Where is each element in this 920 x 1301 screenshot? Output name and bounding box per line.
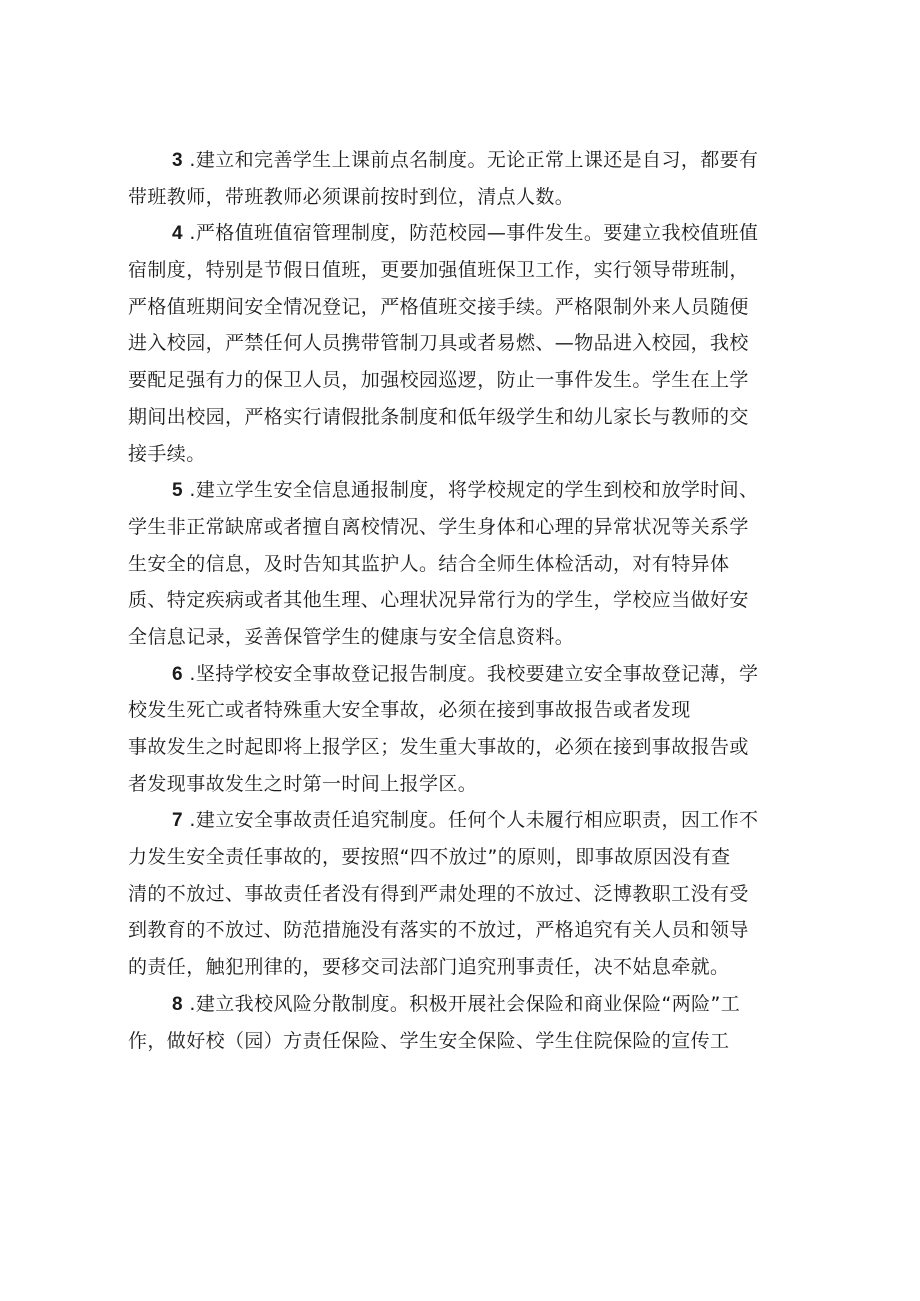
paragraph-line: 6 .坚持学校安全事故登记报告制度。我校要建立安全事故登记薄，学: [172, 662, 759, 685]
paragraph-line: 的责任，触犯刑律的，要移交司法部门追究刑事责任，决不姑息牵就。: [128, 956, 730, 979]
paragraph-line: 5 .建立学生安全信息通报制度，将学校规定的学生到校和放学时间、: [172, 479, 759, 502]
paragraph-line: 带班教师，带班教师必须课前按时到位，清点人数。: [128, 185, 575, 208]
paragraph-6: [128, 656, 792, 803]
paragraph-3: [128, 142, 792, 215]
paragraph-number: 6: [172, 663, 183, 685]
paragraph-number: 8: [172, 993, 183, 1015]
paragraph-8: [128, 986, 792, 1059]
paragraph-line: 接手续。: [128, 442, 206, 465]
paragraph-line: 事故发生之时起即将上报学区；发生重大事故的，必须在接到事故报告或: [128, 736, 749, 758]
paragraph-line: 宿制度，特别是节假日值班，更要加强值班保卫工作，实行领导带班制，: [128, 259, 749, 282]
paragraph-line: 生安全的信息，及时告知其监护人。结合全师生体检活动，对有特异体: [128, 552, 730, 575]
paragraph-number: 3: [172, 150, 183, 171]
paragraph-4: [128, 215, 792, 472]
paragraph-line: 要配足强有力的保卫人员，加强校园巡逻，防止一事件发生。学生在上学: [128, 369, 749, 392]
paragraph-line: 进入校园，严禁任何人员携带管制刀具或者易燃、—物品进入校园，我校: [128, 332, 749, 355]
paragraph-line: 校发生死亡或者特殊重大安全事故，必须在接到事故报告或者发现: [128, 699, 691, 722]
paragraph-line: 作，做好校（园）方责任保险、学生安全保险、学生住院保险的宣传工: [128, 1029, 730, 1052]
paragraph-line: 者发现事故发生之时第一时间上报学区。: [128, 772, 478, 795]
paragraph-number: 7: [172, 810, 183, 832]
paragraph-line: 力发生安全责任事故的，要按照“四不放过”的原则，即事故原因没有查: [128, 846, 731, 869]
paragraph-number: 5: [172, 480, 183, 502]
paragraph-line: 严格值班期间安全情况登记，严格值班交接手续。严格限制外来人员随便: [128, 295, 749, 318]
paragraph-line: 全信息记录，妥善保管学生的健康与安全信息资料。: [128, 625, 575, 648]
paragraph-line: 8 .建立我校风险分散制度。积极开展社会保险和商业保险“两险”工: [172, 992, 741, 1015]
paragraph-line: 7 .建立安全事故责任追究制度。任何个人未履行相应职责，因工作不: [172, 809, 759, 832]
paragraph-7: [128, 802, 792, 985]
paragraph-line: 期间出校园，严格实行请假批条制度和低年级学生和幼儿家长与教师的交: [128, 405, 749, 428]
paragraph-line: 质、特定疾病或者其他生理、心理状况异常行为的学生，学校应当做好安: [128, 589, 749, 612]
paragraph-line: 到教育的不放过、防范措施没有落实的不放过，严格追究有关人员和领导: [128, 919, 749, 942]
paragraph-number: 4: [172, 223, 183, 245]
paragraph-line: 清的不放过、事故责任者没有得到严肃处理的不放过、泛博教职工没有受: [128, 882, 749, 905]
paragraph-line: 3 .建立和完善学生上课前点名制度。无论正常上课还是自习，都要有: [172, 149, 759, 171]
paragraph-line: 学生非正常缺席或者擅自离校情况、学生身体和心理的异常状况等关系学: [128, 515, 749, 538]
paragraph-line: 4 .严格值班值宿管理制度，防范校园—事件发生。要建立我校值班值: [172, 222, 759, 245]
paragraph-5: [128, 472, 792, 655]
